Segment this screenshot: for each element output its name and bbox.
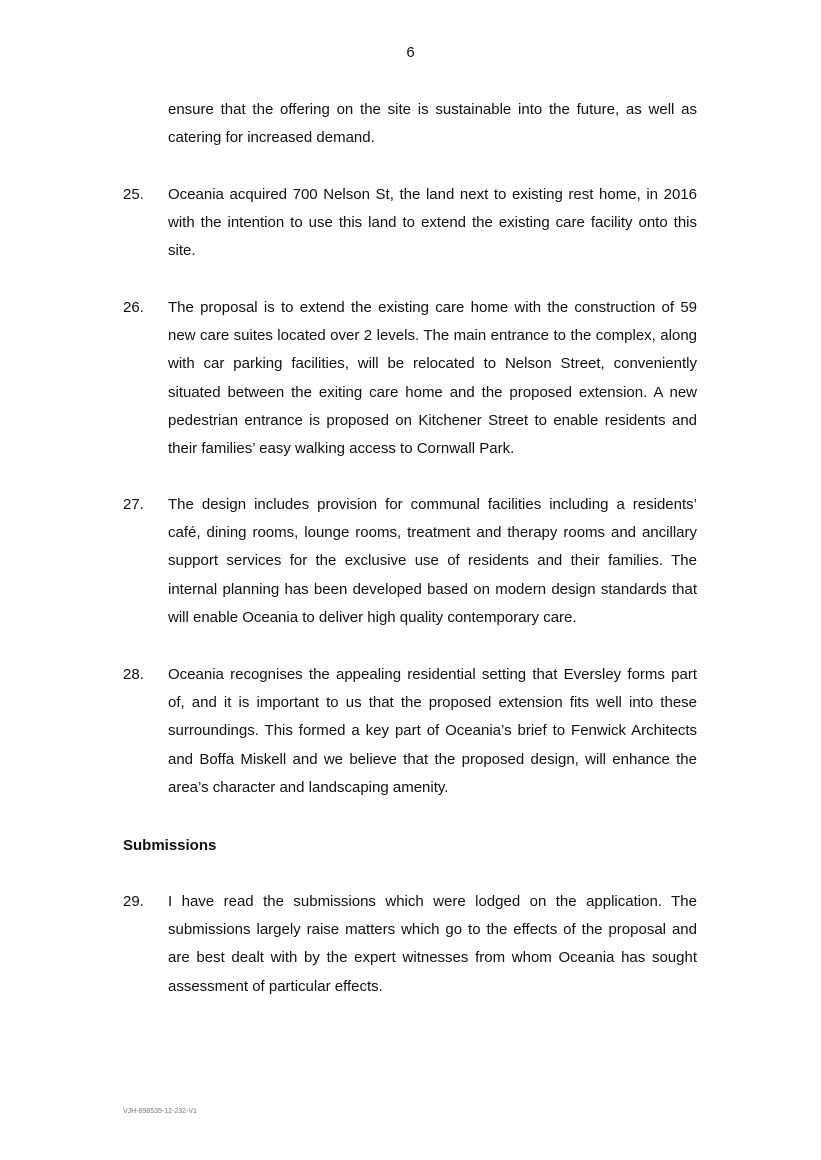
continuation-paragraph: ensure that the offering on the site is sustainable into the future, as well as catering for increased demand. [168, 101, 697, 147]
section-heading: Submissions [123, 837, 217, 854]
page-number: 6 [406, 44, 415, 61]
paragraph-number: 29. [123, 893, 144, 910]
paragraph-number: 26. [123, 299, 144, 316]
paragraph-29 [123, 888, 697, 1001]
paragraph-text: The design includes provision for communal facilities including a residents’ café, dining rooms, lounge rooms, treatment and therapy rooms and ancillary support services for the exclusive use of residents and their families. The internal planning has been developed based on modern design standards that will enable Oceania to deliver high quality contemporary care. [168, 496, 697, 626]
paragraph-text: I have read the submissions which were lodged on the application. The submissions largely raise matters which go to the effects of the proposal and are best dealt with by the expert witnesses from whom Oceania has sought assessment of particular effects. [168, 893, 697, 995]
paragraph-text: Oceania acquired 700 Nelson St, the land next to existing rest home, in 2016 with the intention to use this land to extend the existing care facility onto this site. [168, 186, 697, 260]
paragraph-26 [123, 294, 697, 463]
paragraph-number: 28. [123, 666, 144, 683]
document-reference: VJH-898535-12-232-V1 [123, 1108, 197, 1115]
paragraph-27 [123, 491, 697, 632]
paragraph-number: 27. [123, 496, 144, 513]
paragraph-25 [123, 181, 697, 266]
paragraph-28 [123, 661, 697, 802]
paragraph-number: 25. [123, 186, 144, 203]
paragraph-text: The proposal is to extend the existing care home with the construction of 59 new care suites located over 2 levels. The main entrance to the complex, along with car parking facilities, will be relocated to Nelson Street, conveniently situated between the exiting care home and the proposed extension. A new pedestrian entrance is proposed on Kitchener Street to enable residents and their families’ easy walking access to Cornwall Park. [168, 299, 697, 458]
paragraph-text: Oceania recognises the appealing residential setting that Eversley forms part of, and it is important to us that the proposed extension fits well into these surroundings. This formed a key part of Oceania’s brief to Fenwick Architects and Boffa Miskell and we believe that the proposed design, will enhance the area’s character and landscaping amenity. [168, 666, 697, 796]
